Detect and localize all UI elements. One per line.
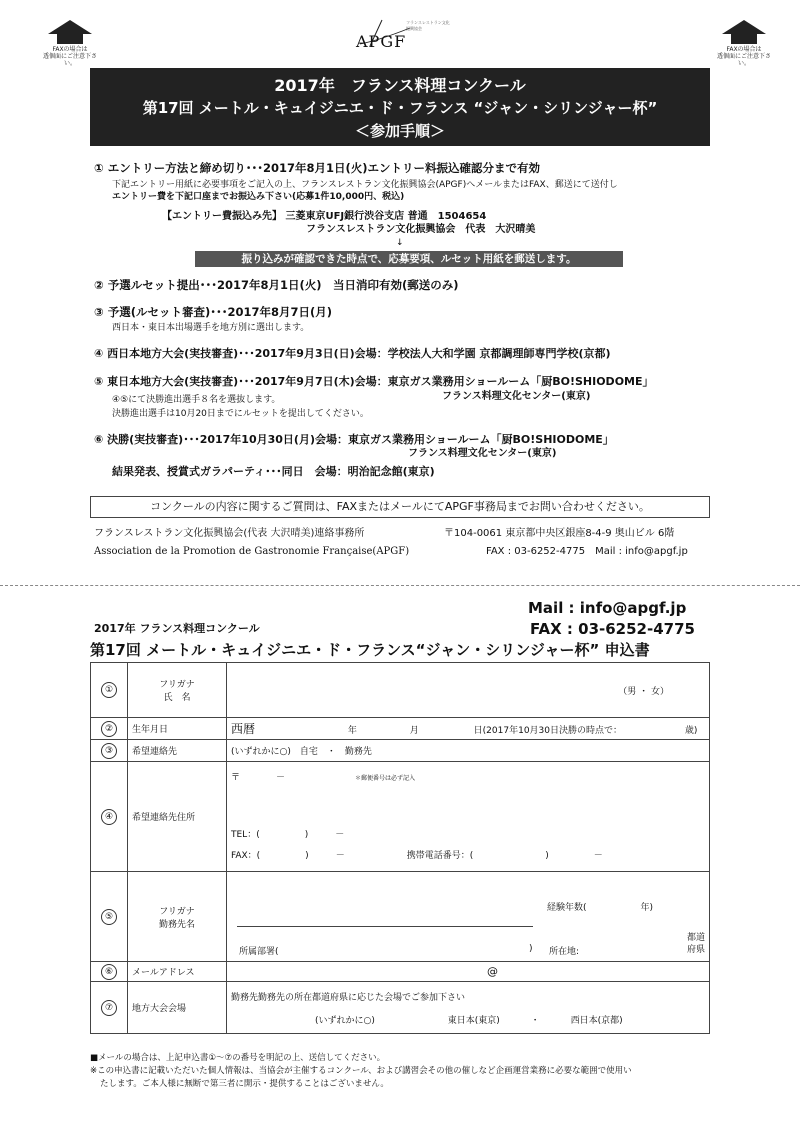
org-address: 〒104-0061 東京都中央区銀座8-4-9 奥山ビル 6階 bbox=[444, 528, 675, 539]
seireki-label: 西暦 bbox=[231, 722, 256, 736]
name-field[interactable] bbox=[227, 663, 710, 718]
name-label: フリガナ 氏 名 bbox=[128, 663, 227, 718]
step-6-venue-2: フランス料理文化センター(東京) bbox=[408, 448, 557, 459]
bank-holder: フランスレストラン文化振興協会 代表 大沢晴美 bbox=[306, 224, 536, 235]
org-name: フランスレストラン文化振興協会(代表 大沢晴美)連絡事務所 bbox=[94, 528, 365, 539]
application-form bbox=[90, 662, 710, 1034]
venue-separator: ・ bbox=[530, 1015, 540, 1026]
birthdate-field[interactable] bbox=[227, 718, 710, 740]
step-5: ⑤ 東日本地方大会(実技審査)･･･2017年9月7日(木)会場：東京ガス業務用ショールーム「厨BO!SHIODOME」 bbox=[94, 375, 654, 388]
form-row-birthdate bbox=[91, 718, 710, 740]
mobile-field[interactable]: 携帯電話番号：( ) － bbox=[406, 851, 603, 861]
age-label: 歳) bbox=[684, 726, 698, 736]
row-number: ③ bbox=[101, 743, 117, 759]
fax-field[interactable]: FAX：( ) － bbox=[231, 851, 345, 861]
venue-field[interactable] bbox=[227, 982, 710, 1034]
step-6-ceremony: 結果発表、授賞式ガラパーティ･･･同日 会場：明治記念館(東京) bbox=[112, 465, 435, 478]
prefecture-label: 都道 府県 bbox=[687, 933, 706, 955]
form-row-venue bbox=[91, 982, 710, 1034]
banner-line-2: 第17回 メートル・キュイジニエ・ド・フランス “ジャン・シリンジャー杯” bbox=[142, 99, 658, 117]
row-number: ⑦ bbox=[101, 1000, 117, 1016]
sex-choice[interactable]: （男 ・ 女） bbox=[618, 686, 669, 697]
inquiry-box: コンクールの内容に関するご質問は、FAXまたはメールにてAPGF事務局までお問い合わせください。 bbox=[90, 496, 710, 518]
form-mail: Mail : info@apgf.jp bbox=[528, 599, 687, 617]
row-number: ⑤ bbox=[101, 909, 117, 925]
zip-field[interactable]: 〒 － bbox=[231, 773, 286, 783]
row-number: ⑥ bbox=[101, 964, 117, 980]
title-banner bbox=[90, 68, 710, 146]
department-close: ) bbox=[529, 944, 533, 954]
tel-field[interactable]: TEL：( ) － bbox=[231, 830, 345, 840]
workplace-underline bbox=[237, 926, 533, 927]
form-row-email bbox=[91, 962, 710, 982]
form-row-address bbox=[91, 762, 710, 872]
email-label: メールアドレス bbox=[128, 962, 227, 982]
venue-instruction: 勤務先勤務先の所在都道府県に応じた会場でご参加下さい bbox=[231, 992, 466, 1003]
footnote-email: ■メールの場合は、上記申込書①〜⑦の番号を明記の上、送信してください。 bbox=[90, 1053, 386, 1063]
venue-east-option[interactable]: 東日本(東京) bbox=[447, 1015, 500, 1026]
cut-line bbox=[0, 585, 800, 586]
fax-note-text: FAXの場合は 透個面にご注意下さい。 bbox=[716, 46, 771, 67]
step-5-note-2: 決勝進出選手は10月20日までにルセットを提出してください。 bbox=[112, 409, 369, 419]
logo-subtext: フランスレストラン文化振興協会 bbox=[406, 20, 450, 31]
row-number: ① bbox=[101, 682, 117, 698]
bank-account: 【エントリー費振込み先】 三菱東京UFJ銀行渋谷支店 普通 1504654 bbox=[162, 211, 487, 222]
fax-notice-left bbox=[40, 20, 100, 67]
step-3: ③ 予選(ルセット審査)･･･2017年8月7日(月) bbox=[94, 305, 333, 319]
step-2: ② 予選ルセット提出･･･2017年8月1日(火) 当日消印有効(郵送のみ) bbox=[94, 278, 459, 292]
year-label: 年 bbox=[347, 726, 357, 736]
arrow-down-icon: ↓ bbox=[396, 238, 404, 248]
email-field[interactable] bbox=[227, 962, 710, 982]
org-contact: FAX : 03-6252-4775 Mail : info@apgf.jp bbox=[486, 546, 688, 557]
contact-choice[interactable]: (いずれかに○) 自宅 ・ 勤務先 bbox=[227, 740, 710, 762]
month-label: 月 bbox=[409, 726, 419, 736]
address-label: 希望連絡先住所 bbox=[128, 762, 227, 872]
form-fax: FAX : 03-6252-4775 bbox=[530, 620, 695, 638]
form-row-contact bbox=[91, 740, 710, 762]
step-6: ⑥ 決勝(実技審査)･･･2017年10月30日(月)会場：東京ガス業務用ショールーム「厨BO!SHIODOME」 bbox=[94, 433, 614, 446]
form-row-name bbox=[91, 663, 710, 718]
step-5-venue-2: フランス料理文化センター(東京) bbox=[442, 391, 591, 402]
banner-line-3: ＜参加手順＞ bbox=[354, 122, 445, 140]
step-3-note: 西日本・東日本出場選手を地方別に選出します。 bbox=[112, 323, 310, 333]
step-1-note-2: エントリー費を下記口座までお振込み下さい(応募1件10,000円、税込) bbox=[112, 192, 405, 202]
row-number: ④ bbox=[101, 809, 117, 825]
payment-notice-bar: 振り込みが確認できた時点で、応募要項、ルセット用紙を郵送します。 bbox=[195, 251, 623, 267]
apgf-logo bbox=[350, 14, 450, 54]
day-label: 日(2017年10月30日決勝の時点で： bbox=[473, 726, 622, 736]
venue-label: 地方大会会場 bbox=[128, 982, 227, 1034]
workplace-field[interactable] bbox=[227, 872, 710, 962]
row-number: ② bbox=[101, 721, 117, 737]
step-4: ④ 西日本地方大会(実技審査)･･･2017年9月3日(日)会場：学校法人大和学園 京都調理師専門学校(京都) bbox=[94, 347, 611, 360]
experience-years[interactable]: 経験年数( 年) bbox=[547, 903, 654, 913]
form-subtitle: 2017年 フランス料理コンクール bbox=[94, 622, 260, 635]
at-sign: @ bbox=[487, 965, 498, 978]
form-row-workplace bbox=[91, 872, 710, 962]
address-field[interactable] bbox=[227, 762, 710, 872]
footnote-privacy-1: ※この申込書に記載いただいた個人情報は、当協会が主催するコンクール、および講習会その他の催しなど企画運営業務に必要な範囲で使用い bbox=[90, 1066, 632, 1076]
venue-west-option[interactable]: 西日本(京都) bbox=[570, 1015, 623, 1026]
step-1-title: ① エントリー方法と締め切り･･･2017年8月1日(火)エントリー料振込確認分まで有効 bbox=[94, 161, 541, 175]
org-name-fr: Association de la Promotion de Gastronomie Française(APGF) bbox=[94, 546, 410, 557]
zip-note: ＊郵便番号は必ず記入 bbox=[355, 775, 416, 782]
footnote-privacy-2: たします。ご本人様に無断で第三者に開示・提供することはございません。 bbox=[100, 1079, 389, 1089]
fax-notice-right bbox=[714, 20, 774, 67]
step-1-note-1: 下記エントリー用紙に必要事項をご記入の上、フランスレストラン文化振興協会(APGF)へメールまたはFAX、郵送にて送付し bbox=[112, 180, 618, 190]
banner-line-1: 2017年 フランス料理コンクール bbox=[274, 76, 526, 95]
location-field[interactable]: 所在地: bbox=[549, 947, 580, 957]
birthdate-label: 生年月日 bbox=[128, 718, 227, 740]
venue-choose-hint: (いずれかに○) bbox=[315, 1015, 375, 1026]
contact-label: 希望連絡先 bbox=[128, 740, 227, 762]
step-5-note-1: ④⑤にて決勝進出選手８名を選抜します。 bbox=[112, 395, 281, 405]
house-icon bbox=[722, 20, 766, 34]
logo-text: APGF bbox=[356, 32, 407, 51]
department-field[interactable]: 所属部署( bbox=[239, 947, 279, 957]
house-icon bbox=[48, 20, 92, 34]
fax-note-text: FAXの場合は 透個面にご注意下さい。 bbox=[42, 46, 97, 67]
workplace-label: フリガナ 勤務先名 bbox=[128, 872, 227, 962]
form-title: 第17回 メートル・キュイジニエ・ド・フランス“ジャン・シリンジャー杯” 申込書 bbox=[90, 641, 650, 659]
